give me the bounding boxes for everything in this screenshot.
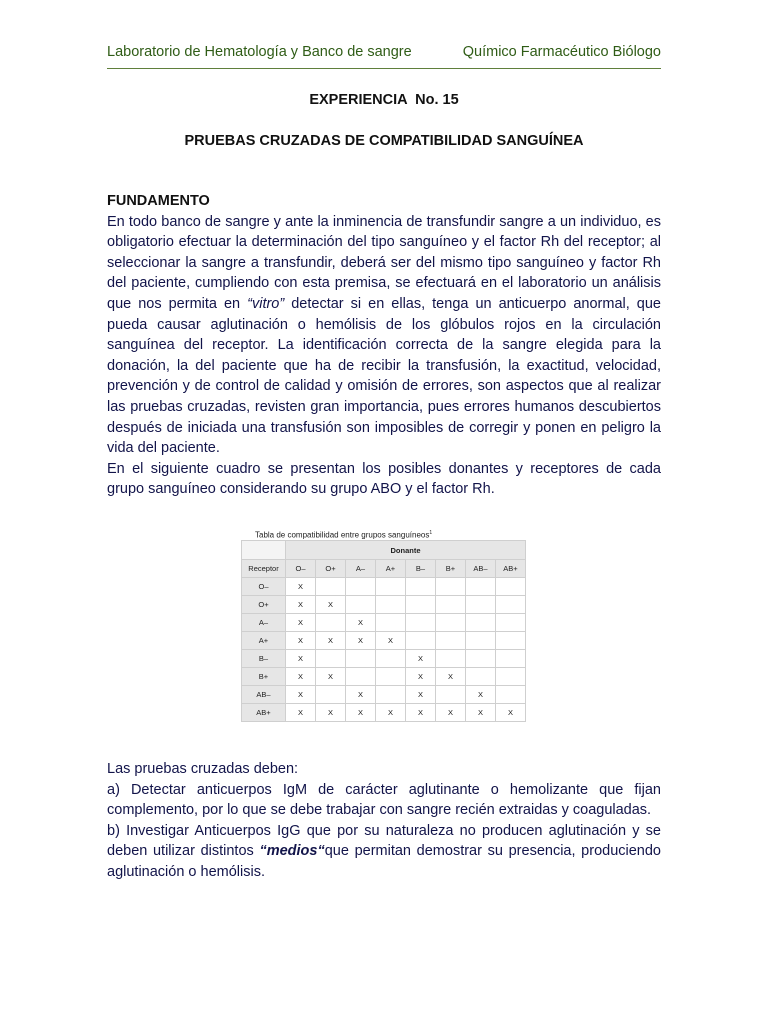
compatibility-cell bbox=[436, 686, 466, 704]
pruebas-intro: Las pruebas cruzadas deben: bbox=[107, 761, 299, 777]
compatibility-cell bbox=[316, 578, 346, 596]
compatibility-table bbox=[241, 540, 526, 722]
compatibility-cell bbox=[376, 596, 406, 614]
donor-column-header: B+ bbox=[436, 560, 466, 578]
compatibility-cell: X bbox=[346, 704, 376, 722]
table-row bbox=[242, 686, 526, 704]
header-right-text: Químico Farmacéutico Biólogo bbox=[462, 44, 661, 60]
compatibility-cell: X bbox=[346, 686, 376, 704]
b-bold-medios: “medios“ bbox=[259, 843, 325, 860]
compatibility-cell: X bbox=[406, 650, 436, 668]
compatibility-cell bbox=[436, 614, 466, 632]
donor-header: Donante bbox=[286, 541, 526, 560]
compatibility-cell: X bbox=[286, 704, 316, 722]
table-row bbox=[242, 596, 526, 614]
compatibility-cell: X bbox=[316, 668, 346, 686]
receptor-header: Receptor bbox=[242, 560, 286, 578]
receptor-row-label: A+ bbox=[242, 632, 286, 650]
compatibility-cell: X bbox=[406, 704, 436, 722]
compatibility-cell: X bbox=[376, 632, 406, 650]
compatibility-cell bbox=[346, 578, 376, 596]
compatibility-cell: X bbox=[466, 686, 496, 704]
compatibility-cell bbox=[466, 596, 496, 614]
b-text-b: que permitan demostrar su presencia, produciendo aglutinación o hemólisis. bbox=[107, 843, 661, 880]
receptor-row-label: O– bbox=[242, 578, 286, 596]
table-caption-footnote: 1 bbox=[429, 530, 433, 536]
compatibility-cell bbox=[496, 668, 526, 686]
compatibility-cell bbox=[496, 614, 526, 632]
compatibility-cell bbox=[376, 578, 406, 596]
fundamento-heading: FUNDAMENTO bbox=[107, 193, 210, 209]
table-row bbox=[242, 578, 526, 596]
compatibility-cell bbox=[496, 650, 526, 668]
donor-column-header: AB+ bbox=[496, 560, 526, 578]
receptor-row-label: AB– bbox=[242, 686, 286, 704]
compatibility-cell bbox=[466, 614, 496, 632]
compatibility-cell: X bbox=[466, 704, 496, 722]
table-caption bbox=[255, 530, 515, 540]
table-row bbox=[242, 632, 526, 650]
donor-column-header: A+ bbox=[376, 560, 406, 578]
compatibility-cell bbox=[346, 668, 376, 686]
compatibility-cell: X bbox=[376, 704, 406, 722]
p1-italic-vitro: “vitro” bbox=[247, 295, 285, 312]
compatibility-cell bbox=[376, 686, 406, 704]
pruebas-item-a: a) Detectar anticuerpos IgM de carácter aglutinante o hemolizante que fijan complemento, por lo que se debe trabajar con sangre recién extraidas y coaguladas. bbox=[107, 781, 661, 819]
column-header-row bbox=[242, 560, 526, 578]
donor-column-header: O– bbox=[286, 560, 316, 578]
compatibility-cell bbox=[436, 578, 466, 596]
compatibility-cell bbox=[496, 632, 526, 650]
compatibility-cell: X bbox=[286, 596, 316, 614]
compatibility-cell bbox=[346, 650, 376, 668]
table-corner-cell bbox=[242, 541, 286, 560]
fundamento-paragraph-2: En el siguiente cuadro se presentan los posibles donantes y receptores de cada grupo sanguíneo considerando su grupo ABO y el factor Rh. bbox=[107, 460, 661, 498]
compatibility-cell bbox=[316, 686, 346, 704]
donor-column-header: AB– bbox=[466, 560, 496, 578]
table-row bbox=[242, 614, 526, 632]
compatibility-cell bbox=[406, 614, 436, 632]
compatibility-cell bbox=[496, 596, 526, 614]
page-header bbox=[107, 44, 661, 60]
b-text-a: b) Investigar Anticuerpos IgG que por su naturaleza no producen aglutinación y se deben utilizar distintos bbox=[107, 822, 661, 860]
compatibility-cell bbox=[496, 578, 526, 596]
table-caption-text: Tabla de compatibilidad entre grupos sanguíneos bbox=[255, 530, 430, 540]
compatibility-cell bbox=[406, 632, 436, 650]
compatibility-cell bbox=[316, 614, 346, 632]
compatibility-cell bbox=[376, 614, 406, 632]
compatibility-cell: X bbox=[406, 686, 436, 704]
p1-text-a: En todo banco de sangre y ante la inminencia de transfundir sangre a un individuo, es obligatorio efectuar la determinación del tipo sanguíneo y el factor Rh del receptor; al seleccionar la sangre a transfundir, deberá ser del mismo tipo sanguíneo y factor Rh del paciente, cumpliendo con esta premisa, se efectuará en el laboratorio un análisis que nos permita en bbox=[107, 213, 661, 312]
table-row bbox=[242, 704, 526, 722]
table-row bbox=[242, 650, 526, 668]
receptor-row-label: B+ bbox=[242, 668, 286, 686]
fundamento-section bbox=[107, 191, 661, 500]
compatibility-cell: X bbox=[436, 704, 466, 722]
experiment-label: EXPERIENCIA No. 15 bbox=[309, 92, 459, 108]
header-divider bbox=[107, 68, 661, 69]
compatibility-cell: X bbox=[286, 650, 316, 668]
receptor-row-label: B– bbox=[242, 650, 286, 668]
compatibility-cell: X bbox=[316, 596, 346, 614]
compatibility-cell: X bbox=[286, 632, 316, 650]
compatibility-cell: X bbox=[436, 668, 466, 686]
compatibility-cell: X bbox=[346, 632, 376, 650]
compatibility-cell bbox=[496, 686, 526, 704]
compatibility-cell: X bbox=[286, 578, 316, 596]
fundamento-paragraph-1 bbox=[107, 212, 661, 459]
compatibility-cell bbox=[466, 578, 496, 596]
compatibility-cell: X bbox=[316, 704, 346, 722]
compatibility-cell: X bbox=[316, 632, 346, 650]
donor-column-header: A– bbox=[346, 560, 376, 578]
pruebas-section bbox=[107, 759, 661, 883]
compatibility-cell bbox=[406, 596, 436, 614]
compatibility-cell: X bbox=[286, 614, 316, 632]
pruebas-item-b bbox=[107, 821, 661, 883]
compatibility-cell bbox=[316, 650, 346, 668]
donor-column-header: B– bbox=[406, 560, 436, 578]
compatibility-cell: X bbox=[346, 614, 376, 632]
compatibility-cell bbox=[436, 632, 466, 650]
compatibility-cell bbox=[466, 650, 496, 668]
compatibility-cell: X bbox=[286, 668, 316, 686]
table-row bbox=[242, 668, 526, 686]
receptor-row-label: A– bbox=[242, 614, 286, 632]
compatibility-cell bbox=[436, 650, 466, 668]
p1-text-b: detectar si en ellas, tenga un anticuerpo anormal, que pueda causar aglutinación o hemólisis de los glóbulos rojos en la circulación sanguínea del receptor. La identificación correcta de la sangre elegida para la donación, la del paciente que ha de recibir la transfusión, la exactitud, velocidad, prevención y de control de calidad y omisión de errores, son aspectos que al realizar las pruebas cruzadas, revisten gran importancia, pues errores humanos descubiertos después de iniciada una transfusión son imposibles de corregir y ponen en peligro la vida del paciente. bbox=[107, 295, 661, 457]
document-title: PRUEBAS CRUZADAS DE COMPATIBILIDAD SANGUÍNEA bbox=[184, 133, 584, 149]
compatibility-cell bbox=[466, 632, 496, 650]
donor-column-header: O+ bbox=[316, 560, 346, 578]
compatibility-cell bbox=[376, 668, 406, 686]
receptor-row-label: AB+ bbox=[242, 704, 286, 722]
compatibility-cell bbox=[466, 668, 496, 686]
compatibility-cell bbox=[346, 596, 376, 614]
header-left-text: Laboratorio de Hematología y Banco de sangre bbox=[107, 44, 412, 60]
compatibility-cell bbox=[436, 596, 466, 614]
compatibility-cell bbox=[376, 650, 406, 668]
compatibility-cell: X bbox=[496, 704, 526, 722]
compatibility-cell: X bbox=[286, 686, 316, 704]
receptor-row-label: O+ bbox=[242, 596, 286, 614]
compatibility-cell bbox=[406, 578, 436, 596]
compatibility-cell: X bbox=[406, 668, 436, 686]
